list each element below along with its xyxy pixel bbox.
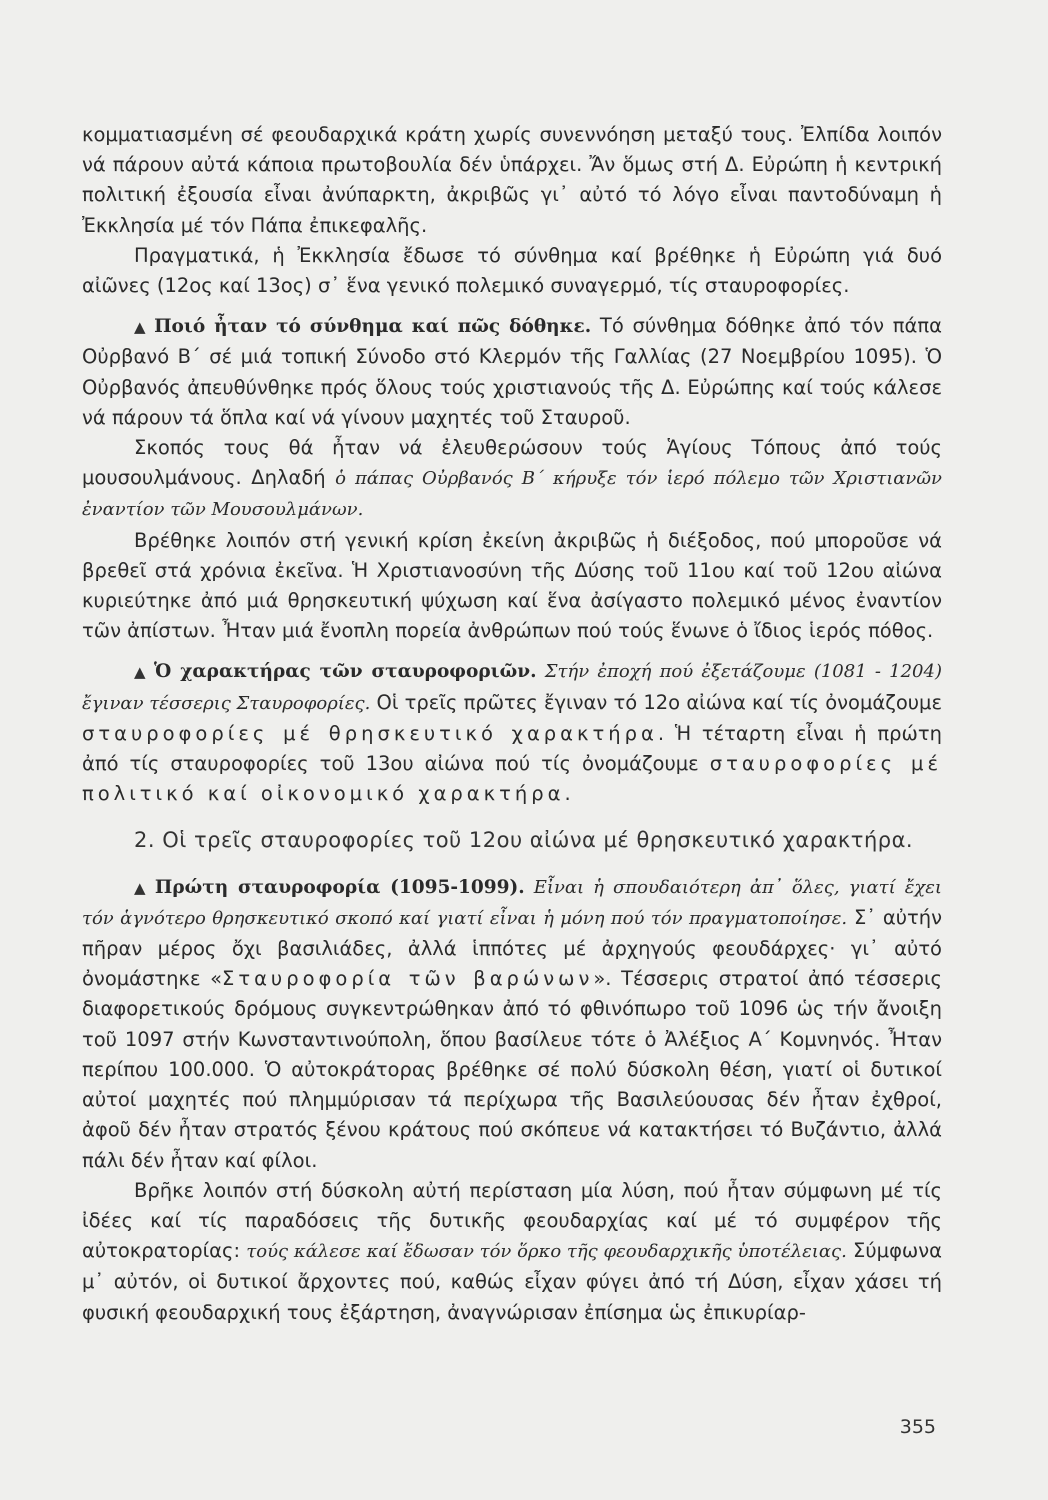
- paragraph: [82, 241, 942, 301]
- spaced-text: σταυροφορίες μέ πολιτικό καί οἰκονομικό χαρακτήρα: [82, 752, 942, 806]
- paragraph-section: [82, 311, 942, 433]
- italic-text: ὁ πάπας Οὐρβανός Β΄ κήρυξε τόν ἱερό πόλεμο τῶν Χριστιανῶν ἐναντίον τῶν Μουσουλμάνων.: [82, 468, 942, 521]
- section-heading: 2. Οἱ τρεῖς σταυροφορίες τοῦ 12ου αἰώνα μέ θρησκευτικό χαρακτήρα.: [134, 828, 914, 853]
- section-lead: Ποιό ἦταν τό σύνθημα καί πῶς δόθηκε.: [154, 316, 592, 338]
- paragraph-section: [82, 872, 942, 1176]
- paragraph-text: Τό σύνθημα δόθηκε ἀπό τόν πάπα Οὐρβανό Β΄ σέ μιά τοπική Σύνοδο στό Κλερμόν τῆς Γαλλίας (27 Νοεμβρίου 1095). Ὁ Οὐρβανός ἀπευθύνθηκε πρός ὅλους τούς χριστιανούς τῆς Δ. Εὐρώπης καί τούς κάλεσε νά πάρουν τά ὅπλα καί νά γίνουν μαχητές τοῦ Σταυροῦ.: [82, 314, 942, 429]
- triangle-bullet-icon: ▲: [134, 878, 149, 897]
- triangle-bullet-icon: ▲: [134, 318, 149, 337]
- triangle-bullet-icon: ▲: [134, 663, 149, 682]
- paragraph-text: Βρῆκε λοιπόν στή δύσκολη αὐτή περίσταση μία λύση, πού ἦταν σύμφωνη μέ τίς ἰδέες καί τίς παραδόσεις τῆς δυτικῆς φεουδαρχίας καί μέ τό συμφέρον τῆς αὐτοκρατορίας:: [82, 1178, 942, 1263]
- italic-text: Στήν ἐποχή πού ἐξετάζουμε (1081 - 1204) ἔγιναν τέσσερις Σταυροφορίες.: [82, 661, 942, 714]
- section-lead: Πρώτη σταυροφορία (1095-1099).: [154, 876, 525, 898]
- paragraph-text: .: [564, 782, 571, 806]
- paragraph-text: Οἱ τρεῖς πρῶτες ἔγιναν τό 12ο αἰώνα καί τίς ὀνομάζουμε: [370, 690, 942, 714]
- paragraph-text: Σύμφωνα μ᾿ αὐτόν, οἱ δυτικοί ἄρχοντες πού, καθώς εἶχαν φύγει ἀπό τή Δύση, εἶχαν χάσει τή φυσική φεουδαρχική τους ἐξάρτηση, ἀναγνώρισαν ἐπίσημα ὡς ἐπικυρίαρ-: [82, 1239, 943, 1324]
- paragraph-text: Σκοπός τους θά ἦταν νά ἐλευθερώσουν τούς Ἁγίους Τόπους ἀπό τούς μουσουλμάνους. Δηλαδή: [82, 436, 942, 490]
- section-lead: Ὁ χαρακτήρας τῶν σταυροφοριῶν.: [154, 661, 537, 683]
- italic-text: τούς κάλεσε καί ἔδωσαν τόν ὅρκο τῆς φεουδαρχικῆς ὑποτέλειας.: [246, 1241, 847, 1263]
- paragraph-text: Βρέθηκε λοιπόν στή γενική κρίση ἐκείνη ἀκριβῶς ἡ διέξοδος, πού μποροῦσε νά βρεθεῖ στά χρόνια ἐκεῖνα. Ἡ Χριστιανοσύνη τῆς Δύσης τοῦ 11ου καί τοῦ 12ου αἰώνα κυριεύτηκε ἀπό μιά θρησκευτική ψύχωση καί ἕνα ἀσίγαστο πολεμικό μένος ἐναντίον τῶν ἀπίστων. Ἦταν μιά ἔνοπλη πορεία ἀνθρώπων πού τούς ἕνωνε ὁ ἴδιος ἱερός πόθος.: [82, 528, 942, 643]
- spaced-text: σταυροφορίες μέ θρησκευτικό χαρακτήρα: [82, 721, 658, 745]
- paragraph: [82, 1176, 942, 1328]
- paragraph-section: [82, 656, 942, 809]
- paragraph-text: Σ᾿ αὐτήν πῆραν μέρος ὄχι βασιλιάδες, ἀλλά ἱππότες μέ ἀρχηγούς φεουδάρχες· γι᾿ αὐτό ὀνομάστηκε «: [82, 905, 943, 991]
- paragraph-text: ». Τέσσερις στρατοί ἀπό τέσσερις διαφορετικούς δρόμους συγκεντρώθηκαν ἀπό τό φθινόπωρο τοῦ 1096 ὡς τήν ἄνοιξη τοῦ 1097 στήν Κωνσταντινούπολη, ὅπου βασίλευε τότε ὁ Ἀλέξιος Α΄ Κομνηνός. Ἦταν περίπου 100.000. Ὁ αὐτοκράτορας βρέθηκε σέ πολύ δύσκολη θέση, γιατί οἱ δυτικοί αὐτοί μαχητές πού πλημμύρισαν τά περίχωρα τῆς Βασιλεύουσας δέν ἦταν ἐχθροί, ἀφοῦ δέν ἦταν στρατός ξένου κράτους πού σκόπευε νά κατακτήσει τό Βυζάντιο, ἀλλά πάλι δέν ἦταν καί φίλοι.: [82, 967, 942, 1172]
- paragraph-text: Πραγματικά, ἡ Ἐκκλησία ἔδωσε τό σύνθημα καί βρέθηκε ἡ Εὐρώπη γιά δυό αἰῶνες (12ος καί 13ος) σ᾿ ἕνα γενικό πολεμικό συναγερμό, τίς σταυροφορίες.: [82, 243, 942, 298]
- paragraph-text: κομματιασμένη σέ φεουδαρχικά κράτη χωρίς συνεννόηση μεταξύ τους. Ἐλπίδα λοιπόν νά πάρουν αὐτά κάποια πρωτοβουλία δέν ὑπάρχει. Ἄν ὅμως στή Δ. Εὐρώπη ἡ κεντρική πολιτική ἐξουσία εἶναι ἀνύπαρκτη, ἀκριβῶς γι᾿ αὐτό τό λόγο εἶναι παντοδύναμη ἡ Ἐκκλησία μέ τόν Πάπα ἐπικεφαλῆς.: [82, 123, 942, 237]
- page-body: [82, 120, 942, 1328]
- paragraph: [82, 433, 942, 526]
- page-number: 355: [899, 1416, 936, 1438]
- paragraph: [82, 526, 942, 647]
- spaced-text: Σταυροφορία τῶν βαρώνων: [222, 967, 594, 991]
- italic-text: Εἶναι ἡ σπουδαιότερη ἀπ᾿ ὅλες, γιατί ἔχει τόν ἁγνότερο θρησκευτικό σκοπό καί γιατί εἶναι ἡ μόνη πού τόν πραγματοποίησε.: [82, 876, 942, 929]
- paragraph-text: . Ἡ τέταρτη εἶναι ἡ πρώτη ἀπό τίς σταυροφορίες τοῦ 13ου αἰώνα πού τίς ὀνομάζουμε: [82, 721, 942, 776]
- paragraph: [82, 120, 942, 241]
